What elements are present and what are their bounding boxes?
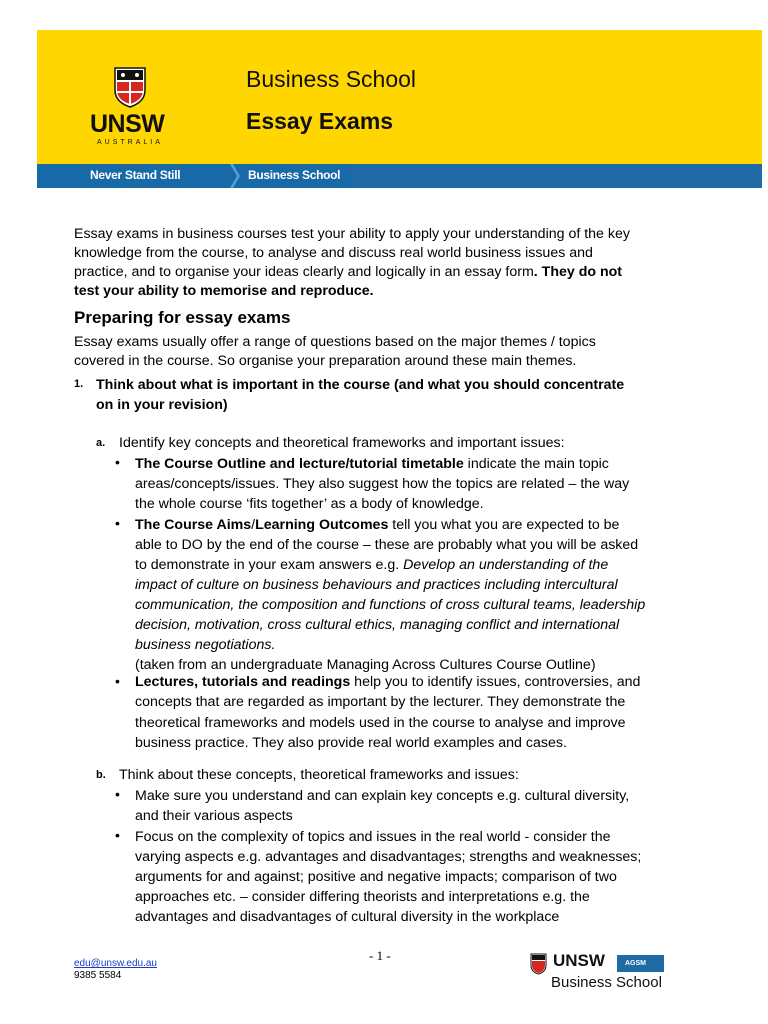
tagline-never-stand-still: Never Stand Still [90, 168, 181, 182]
a-item-2-line-1 [135, 515, 705, 535]
a-item-1-bold: The Course Outline and lecture/tutorial timetable [135, 456, 464, 472]
a-item-3-line-3: theoretical frameworks and models used in the course to analyse and improve [135, 715, 626, 731]
a-item-2-line-3-italic: Develop an understanding of the [403, 557, 609, 573]
a-item-1-line-2: areas/concepts/issues. They also suggest how the topics are related – the way [135, 476, 630, 492]
a-item-3-line-1 [135, 672, 705, 692]
a-item-1-line-1 [135, 454, 705, 474]
footer-phone: 9385 5584 [74, 970, 122, 981]
section-para-line-2: covered in the course. So organise your preparation around these main themes. [74, 353, 577, 369]
section-para-line-1: Essay exams usually offer a range of questions based on the major themes / topics [74, 334, 596, 350]
point-1-line-2: on in your revision) [96, 397, 228, 413]
point-1-number: 1. [74, 378, 84, 390]
bullet-icon: • [115, 454, 120, 470]
bullet-icon: • [115, 786, 120, 802]
unsw-crest-logo [113, 66, 147, 108]
a-item-2-note: (taken from an undergraduate Managing Across Cultures Course Outline) [135, 657, 596, 673]
a-item-1-line-3: the whole course ‘fits together’ as a body of knowledge. [135, 496, 484, 512]
a-item-2-line-3-text: to demonstrate in your exam answers e.g. [135, 557, 404, 573]
a-item-2-italic-2: communication, the composition and functions of cross cultural teams, leadership [135, 597, 646, 613]
australia-logo-text: AUSTRALIA [97, 139, 163, 146]
a-item-3-line-4: business practice. They also provide real world examples and cases. [135, 735, 567, 751]
b-item-2-line-1: Focus on the complexity of topics and issues in the real world - consider the [135, 829, 611, 845]
header-title-essay-exams: Essay Exams [246, 108, 394, 134]
a-item-1-rest: indicate the main topic [463, 456, 609, 472]
intro-line-1: Essay exams in business courses test your ability to apply your understanding of the key [74, 226, 630, 242]
b-item-2-line-2: varying aspects e.g. advantages and disadvantages; strengths and weaknesses; [135, 849, 642, 865]
footer-business-school-text: Business School [551, 974, 662, 991]
a-item-2-rest: tell you what you are expected to be [388, 517, 620, 533]
a-item-2-line-3 [135, 555, 705, 575]
intro-line-3 [74, 263, 694, 283]
section-heading: Preparing for essay exams [74, 308, 291, 327]
bullet-icon: • [115, 827, 120, 843]
footer-agsm-badge: AGSM [617, 955, 664, 972]
sub-a-label: a. [96, 437, 106, 449]
intro-line-2: knowledge from the course, to analyse and discuss real world business issues and [74, 245, 593, 261]
header-title-business-school: Business School [246, 66, 417, 92]
a-item-2-bold: The Course Aims [135, 517, 252, 533]
b-item-2-line-5: advantages and disadvantages of cultural diversity in the workplace [135, 909, 560, 925]
footer-unsw-logo-text: UNSW [553, 951, 605, 970]
b-item-2-line-4: approaches etc. – consider differing theorists and interpretations e.g. the [135, 889, 590, 905]
point-1-line-1: Think about what is important in the course (and what you should concentrate [96, 377, 625, 393]
bullet-icon: • [115, 515, 120, 531]
b-item-1-line-1: Make sure you understand and can explain key concepts e.g. cultural diversity, [135, 788, 630, 804]
footer-email-link[interactable]: edu@unsw.edu.au [74, 958, 157, 969]
sub-b-text: Think about these concepts, theoretical frameworks and issues: [119, 767, 519, 783]
tagline-business-school: Business School [248, 168, 341, 182]
b-item-1-line-2: and their various aspects [135, 808, 293, 824]
intro-line-3-bold: . They do not [533, 264, 623, 280]
a-item-2-mid: / [251, 517, 256, 533]
a-item-3-line-2: concepts that are regarded as important by the lecturer. They demonstrate the [135, 694, 626, 710]
a-item-2-bold2: Learning Outcomes [255, 517, 389, 533]
unsw-logo-text: UNSW [90, 110, 165, 138]
a-item-2-line-2: able to DO by the end of the course – these are probably what you will be asked [135, 537, 639, 553]
band-separator-icon [230, 164, 240, 188]
a-item-2-italic-3: decision, motivation, cross cultural ethics, managing conflict and international [135, 617, 620, 633]
footer-unsw-crest-logo [530, 953, 547, 975]
sub-a-text: Identify key concepts and theoretical frameworks and important issues: [119, 435, 565, 451]
bullet-icon: • [115, 673, 120, 689]
b-item-2-line-3: arguments for and against; positive and negative impacts; comparison of two [135, 869, 617, 885]
intro-line-4: test your ability to memorise and reproduce. [74, 283, 374, 299]
a-item-2-italic-1: impact of culture on business behaviours and practices including intercultural [135, 577, 618, 593]
intro-line-3-text: practice, and to organise your ideas clearly and logically in an essay form [74, 264, 534, 280]
sub-b-label: b. [96, 769, 106, 781]
page-number: - 1 - [369, 948, 391, 963]
a-item-2-italic-4: business negotiations. [135, 637, 276, 653]
a-item-3-bold: Lectures, tutorials and readings [135, 674, 351, 690]
a-item-3-rest: help you to identify issues, controversies, and [350, 674, 641, 690]
